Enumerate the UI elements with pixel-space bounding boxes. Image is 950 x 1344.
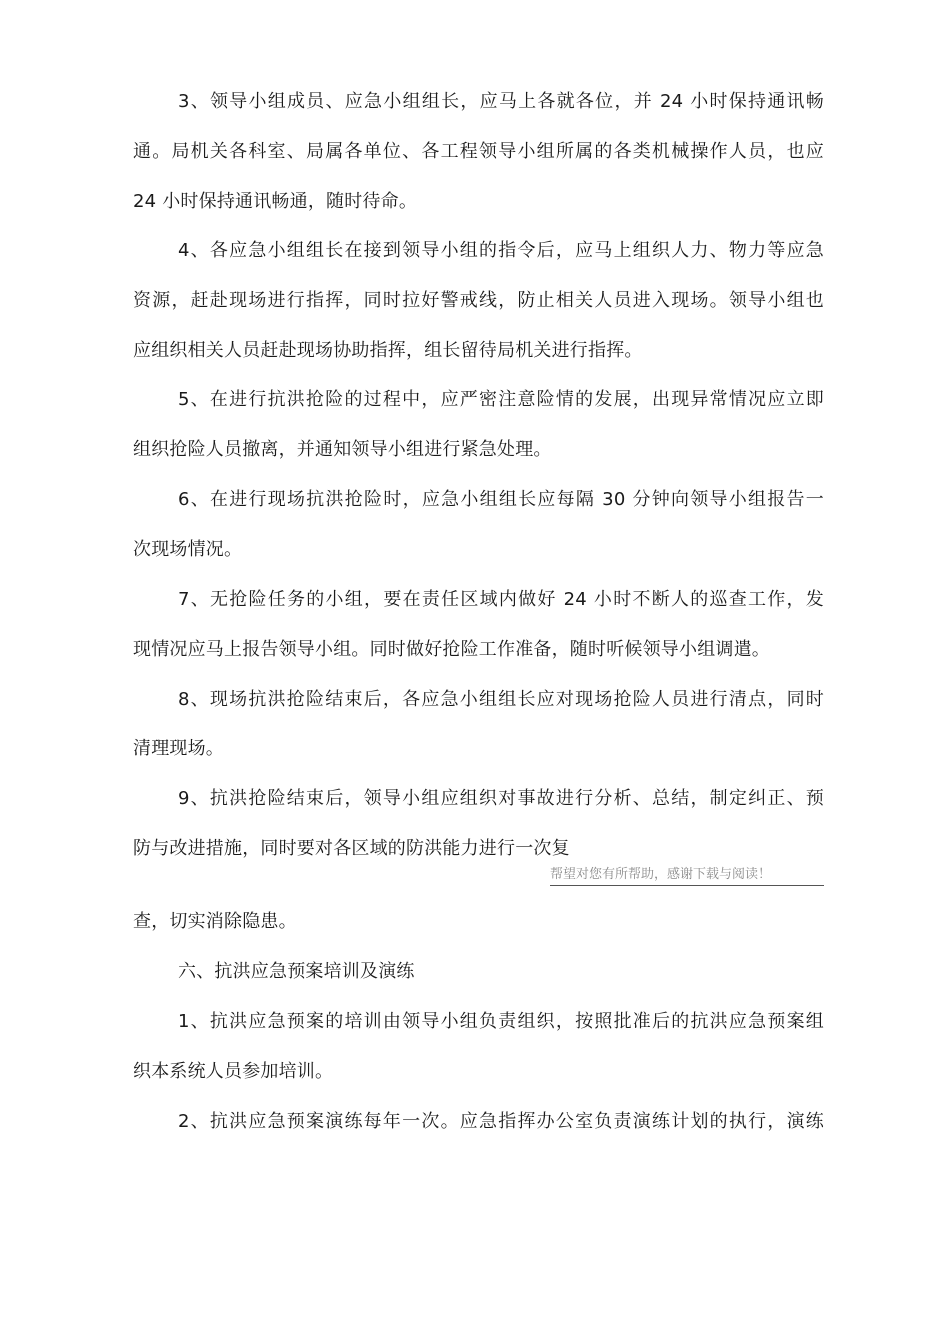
paragraph-8-line-1: 8、现场抗洪抢险结束后，各应急小组组长应对现场抢险人员进行清点，同时 [178,689,824,710]
paragraph-5-line-2: 组织抢险人员撤离，并通知领导小组进行紧急处理。 [133,439,552,460]
paragraph-6-line-1: 6、在进行现场抗洪抢险时，应急小组组长应每隔 30 分钟向领导小组报告一 [178,489,824,510]
section-paragraph-1-line-1: 1、抗洪应急预案的培训由领导小组负责组织，按照批准后的抗洪应急预案组 [178,1011,824,1032]
paragraph-3-line-3: 24 小时保持通讯畅通，随时待命。 [133,191,418,212]
paragraph-7-line-1: 7、无抢险任务的小组，要在责任区域内做好 24 小时不断人的巡查工作，发 [178,589,824,610]
paragraph-9-line-2: 防与改进措施，同时要对各区域的防洪能力进行一次复 [133,838,570,859]
paragraph-7-line-2: 现情况应马上报告领导小组。同时做好抢险工作准备，随时听候领导小组调遣。 [133,639,770,660]
section-heading: 六、抗洪应急预案培训及演练 [178,961,415,982]
paragraph-8-line-2: 清理现场。 [133,738,224,759]
paragraph-4-line-3: 应组织相关人员赶赴现场协助指挥，组长留待局机关进行指挥。 [133,340,643,361]
continuation-text: 查，切实消除隐患。 [133,911,297,932]
paragraph-3-line-1: 3、领导小组成员、应急小组组长，应马上各就各位，并 24 小时保持通讯畅 [178,91,824,112]
paragraph-4-line-2: 资源，赶赴现场进行指挥，同时拉好警戒线，防止相关人员进入现场。领导小组也 [133,290,824,311]
paragraph-5-line-1: 5、在进行抗洪抢险的过程中，应严密注意险情的发展，出现异常情况应立即 [178,389,824,410]
section-paragraph-2-line-1: 2、抗洪应急预案演练每年一次。应急指挥办公室负责演练计划的执行，演练 [178,1111,824,1132]
paragraph-9-line-1: 9、抗洪抢险结束后，领导小组应组织对事故进行分析、总结，制定纠正、预 [178,788,824,809]
footer-note: 帮望对您有所帮助，感谢下载与阅读！ [550,866,824,886]
paragraph-3-line-2: 通。局机关各科室、局属各单位、各工程领导小组所属的各类机械操作人员，也应 [133,141,824,162]
paragraph-6-line-2: 次现场情况。 [133,539,243,560]
section-paragraph-1-line-2: 织本系统人员参加培训。 [133,1061,334,1082]
paragraph-4-line-1: 4、各应急小组组长在接到领导小组的指令后，应马上组织人力、物力等应急 [178,240,824,261]
